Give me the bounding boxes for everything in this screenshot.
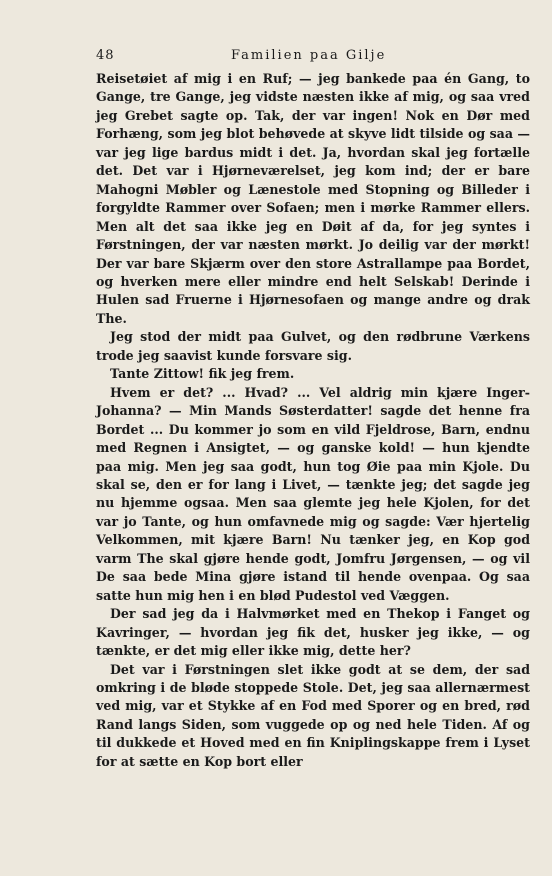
paragraph: Der sad jeg da i Halvmørket med en Thekop i Fanget og Kavringer, — hvordan jeg fik det, husker jeg ikke, — og tænkte, er det mig eller ikke mig, dette her? [96,606,530,659]
paragraph: Tante Zittow! fik jeg frem. [110,366,295,382]
body-text [96,70,530,771]
running-title: Familien paa Gilje [231,48,387,63]
paragraph: Jeg stod der midt paa Gulvet, og den rødbrune Værkens trode jeg saavist kunde forsvare sig. [96,329,530,363]
paragraph: Det var i Førstningen slet ikke godt at se dem, der sad omkring i de bløde stoppede Stole. Det, jeg saa allernærmest ved mig, var et Stykke af en Fod med Sporer og en bred, rød Rand langs Siden, som vuggede op og ned hele Tiden. Af og til dukkede et Hoved med en fin Kniplingskappe frem i Lyset for at sætte en Kop bort eller [96,661,530,769]
page-number: 48 [96,48,115,63]
paragraph: Hvem er det? ... Hvad? ... Vel aldrig min kjære Inger-Johanna? — Min Mands Søsterdatter! sagde det henne fra Bordet ... Du kommer jo som en vild Fjeldrose, Barn, endnu med Regnen i Ansigtet, — og ganske kold! — hun kjendte paa mig. Men jeg saa godt, hun tog Øie paa min Kjole. Du skal se, den er for lang i Livet, — tænkte jeg; det sagde jeg nu hjemme ogsaa. Men saa glemte jeg hele Kjolen, for det var jo Tante, og hun omfavnede mig og sagde: Vær hjertelig Velkommen, mit kjære Barn! Nu tænker jeg, en Kop god varm The skal gjøre hende godt, Jomfru Jørgensen, — og vil De saa bede Mina gjøre istand til hende ovenpaa. Og saa satte hun mig hen i en blød Pudestol ved Væggen. [96,384,530,603]
page-header [96,42,530,66]
paragraph: Reisetøiet af mig i en Ruf; — jeg bankede paa én Gang, to Gange, tre Gange, jeg vidste næsten ikke af mig, og saa vred jeg Grebet sagte op. Tak, der var ingen! Nok en Dør med Forhæng, som jeg blot behøvede at skyve lidt tilside og saa — var jeg lige bardus midt i det. Ja, hvordan skal jeg fortælle det. Det var i Hjørneværelset, jeg kom ind; der er bare Mahogni Møbler og Lænestole med Stopning og Billeder i forgyldte Rammer over Sofaen; men i mørke Rammer ellers. Men alt det saa ikke jeg en Døit af da, for jeg syntes i Førstningen, der var næsten mørkt. Jo deilig var der mørkt! Der var bare Skjærm over den store Astrallampe paa Bordet, og hverken mere eller mindre end helt Selskab! Derinde i Hulen sad Fruerne i Hjørnesofaen og mange andre og drak The. [96,71,530,326]
